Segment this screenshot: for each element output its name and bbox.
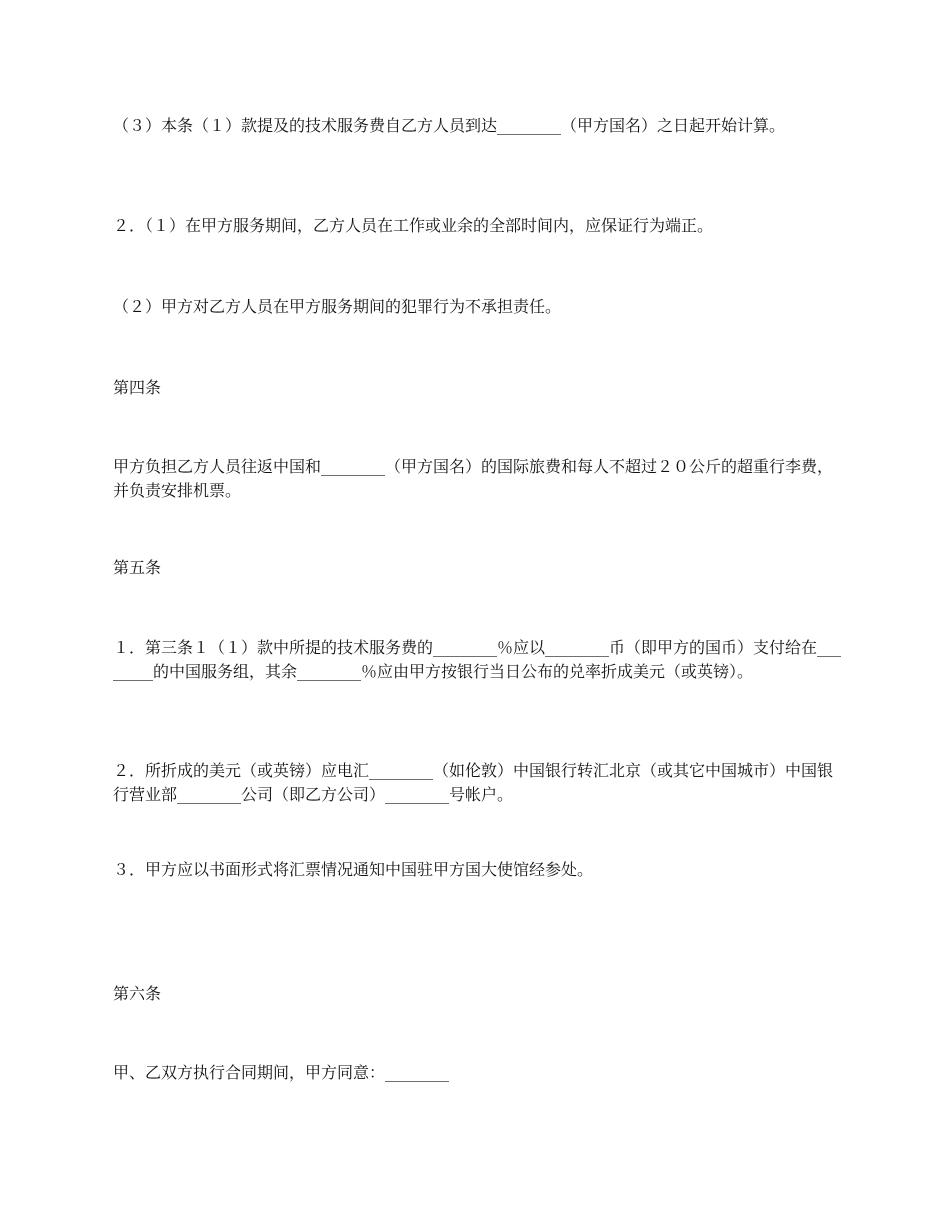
paragraph-party-a-agrees: 甲、乙双方执行合同期间，甲方同意：________ xyxy=(113,1063,450,1082)
paragraph-service-fee-start: （３）本条（１）款提及的技术服务费自乙方人员到达________（甲方国名）之日起开始计算。 xyxy=(113,116,786,135)
paragraph-criminal-liability: （２）甲方对乙方人员在甲方服务期间的犯罪行为不承担责任。 xyxy=(113,297,562,316)
heading-article-six: 第六条 xyxy=(113,984,162,1003)
paragraph-notification: ３．甲方应以书面形式将汇票情况通知中国驻甲方国大使馆经参处。 xyxy=(113,860,594,879)
paragraph-travel-expenses: 甲方负担乙方人员往返中国和________（甲方国名）的国际旅费和每人不超过２０公斤的超重行李费，并负责安排机票。 xyxy=(113,457,834,500)
heading-article-four: 第四条 xyxy=(113,378,162,397)
heading-article-five: 第五条 xyxy=(113,558,162,577)
paragraph-payment-currency: １．第三条１（１）款中所提的技术服务费的________％应以________币（即甲方的国币）支付给在________的中国服务组，其余________％应由甲方按银行当日公布的兑率折成美元（或英镑）。 xyxy=(113,638,842,681)
paragraph-conduct: ２．（１）在甲方服务期间，乙方人员在工作或业余的全部时间内，应保证行为端正。 xyxy=(113,216,714,235)
paragraph-wire-transfer: ２．所折成的美元（或英镑）应电汇________（如伦敦）中国银行转汇北京（或其它中国城市）中国银行营业部________公司（即乙方公司）________号帐户。 xyxy=(113,761,834,804)
